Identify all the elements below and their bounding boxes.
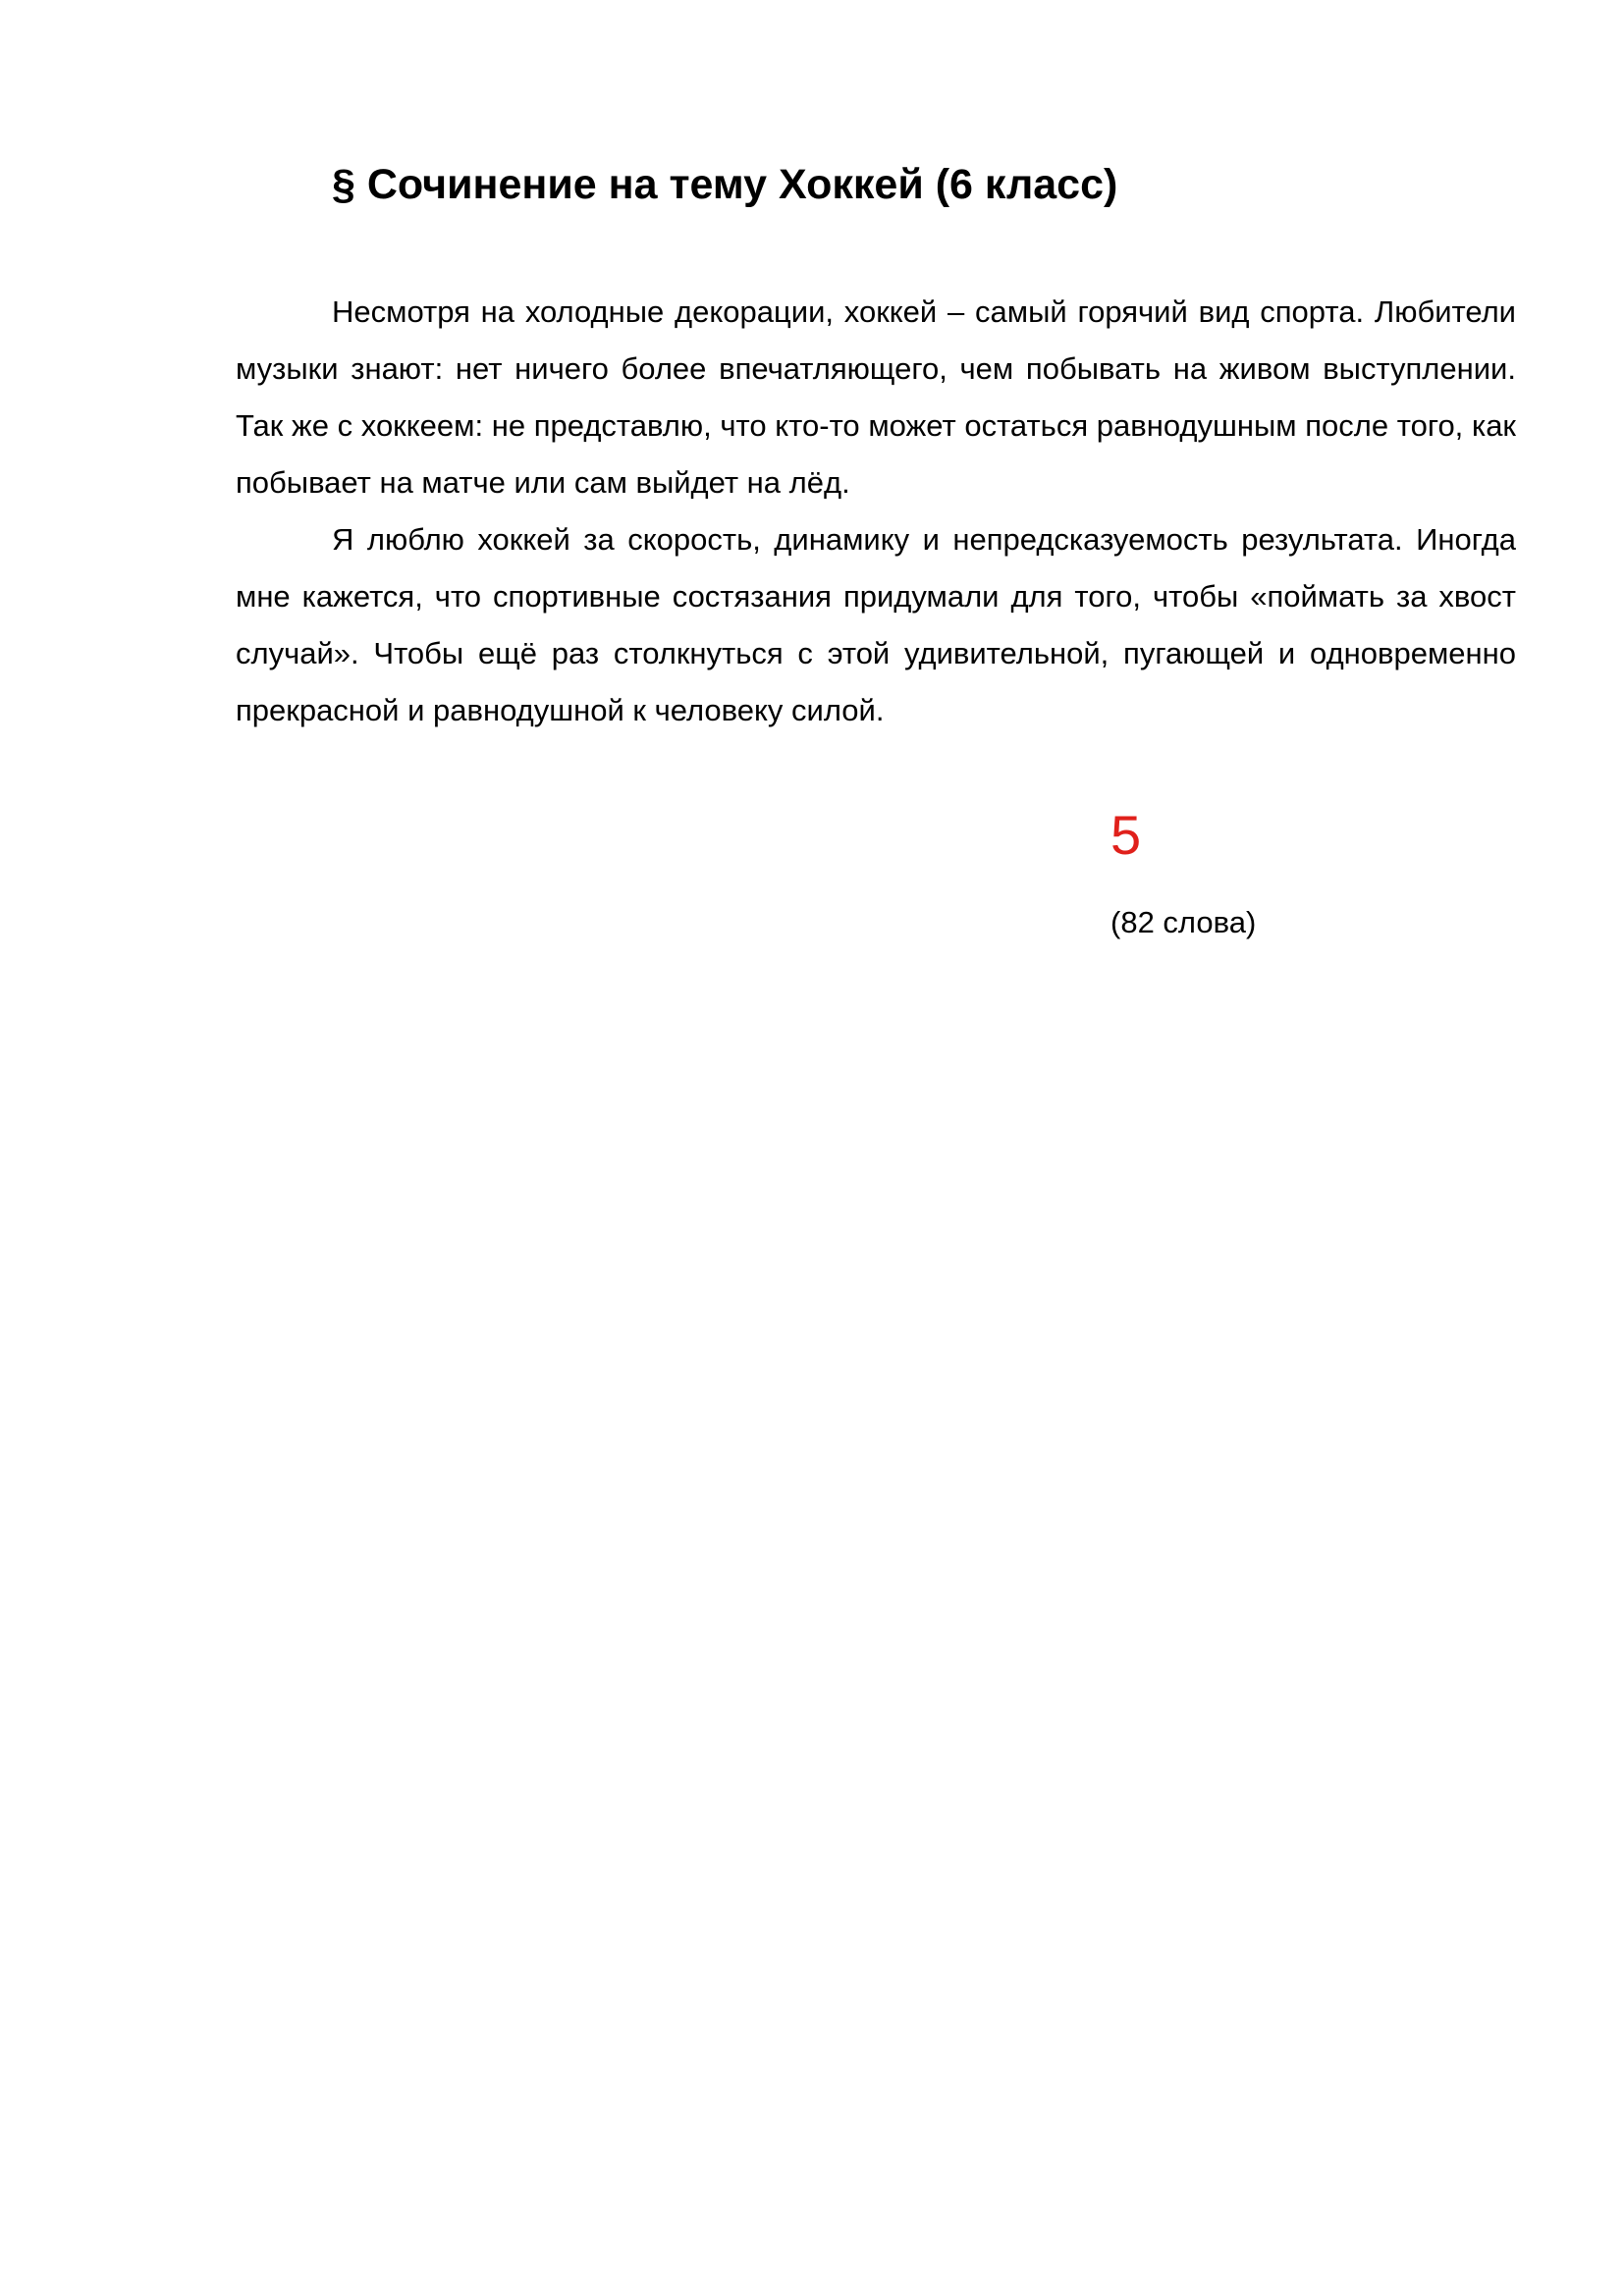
essay-title: § Сочинение на тему Хоккей (6 класс) (332, 161, 1118, 208)
essay-paragraph: Я люблю хоккей за скорость, динамику и непредсказуемость результата. Иногда мне кажется, что спортивные состязания придумали для того, чтобы «поймать за хвост случай». Чтобы ещё раз столкнуться с этой удивительной, пугающей и одновременно прекрасной и равнодушной к человеку силой. (236, 522, 1516, 727)
word-count: (82 слова) (1110, 905, 1257, 939)
essay-paragraph: Несмотря на холодные декорации, хоккей – самый горячий вид спорта. Любители музыки знают: нет ничего более впечатляющего, чем побывать на живом выступлении. Так же с хоккеем: не представлю, что кто-то может остаться равнодушным после того, как побывает на матче или сам выйдет на лёд. (236, 294, 1516, 500)
grade-mark: 5 (1110, 804, 1142, 866)
essay-body (236, 284, 1516, 739)
